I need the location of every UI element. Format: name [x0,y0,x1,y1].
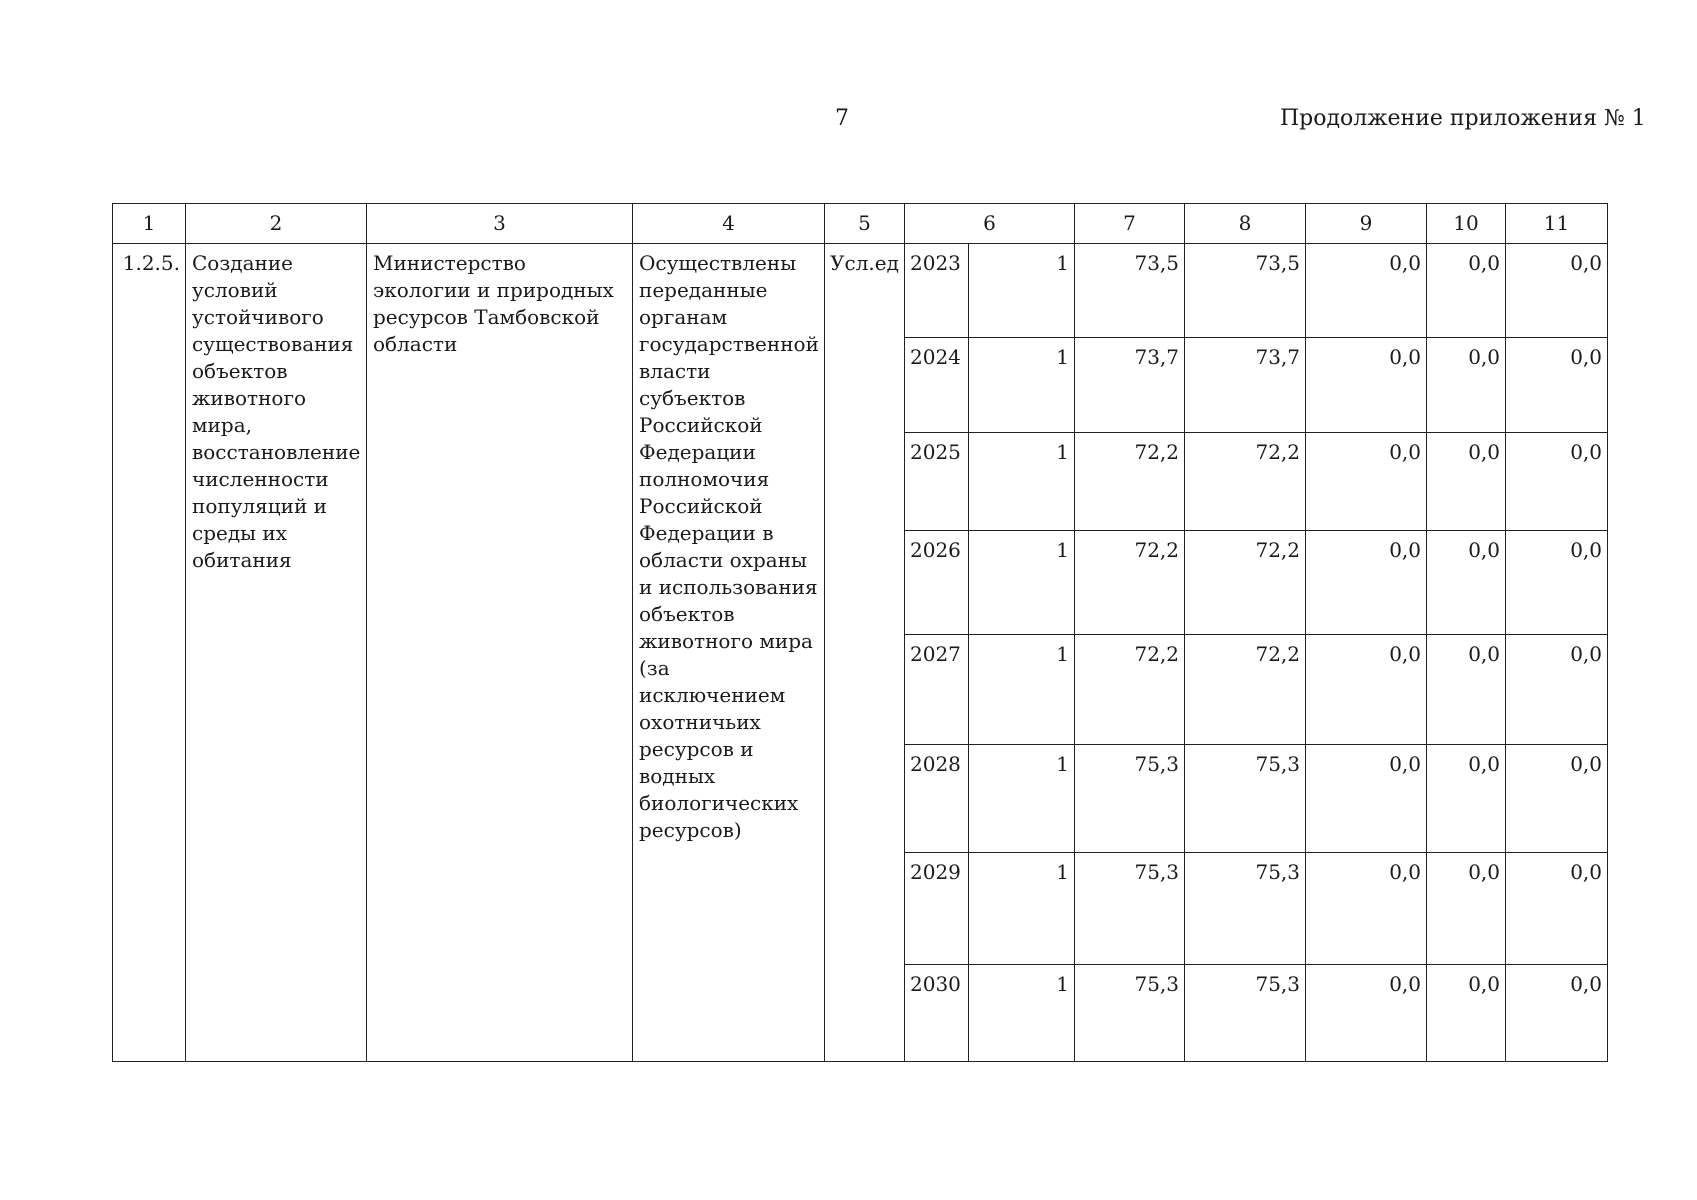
value-cell: 75,3 [1185,853,1306,965]
year-cell: 2023 [905,244,969,338]
value-cell: 0,0 [1306,433,1427,531]
value-cell: 75,3 [1185,965,1306,1062]
value-cell: 72,2 [1075,433,1185,531]
value-cell: 0,0 [1506,635,1608,745]
value-cell: 0,0 [1427,745,1506,853]
page-number: 7 [835,106,849,131]
year-cell: 2029 [905,853,969,965]
item-executor: Министерство экологии и природных ресурсов Тамбовской области [367,244,633,1062]
year-cell: 2025 [905,433,969,531]
table-row [113,244,1608,338]
value-cell: 73,5 [1185,244,1306,338]
year-cell: 2027 [905,635,969,745]
value-cell: 0,0 [1306,531,1427,635]
value-cell: 1 [969,853,1075,965]
value-cell: 1 [969,531,1075,635]
value-cell: 0,0 [1506,433,1608,531]
year-cell: 2024 [905,338,969,433]
value-cell: 73,7 [1185,338,1306,433]
value-cell: 1 [969,965,1075,1062]
value-cell: 72,2 [1185,635,1306,745]
value-cell: 0,0 [1306,853,1427,965]
value-cell: 0,0 [1427,965,1506,1062]
value-cell: 72,2 [1075,531,1185,635]
value-cell: 0,0 [1306,635,1427,745]
item-unit: Усл.ед [825,244,905,1062]
year-cell: 2028 [905,745,969,853]
column-number-row [113,204,1608,244]
column-number: 1 [113,204,186,244]
column-number: 11 [1506,204,1608,244]
year-cell: 2026 [905,531,969,635]
item-number: 1.2.5. [113,244,186,1062]
value-cell: 0,0 [1306,244,1427,338]
value-cell: 75,3 [1075,853,1185,965]
column-number: 5 [825,204,905,244]
value-cell: 0,0 [1427,433,1506,531]
value-cell: 0,0 [1427,635,1506,745]
column-number: 3 [367,204,633,244]
value-cell: 1 [969,244,1075,338]
year-cell: 2030 [905,965,969,1062]
value-cell: 1 [969,635,1075,745]
value-cell: 72,2 [1185,531,1306,635]
value-cell: 0,0 [1306,338,1427,433]
column-number: 10 [1427,204,1506,244]
value-cell: 73,7 [1075,338,1185,433]
column-number: 6 [905,204,1075,244]
value-cell: 0,0 [1506,745,1608,853]
value-cell: 1 [969,745,1075,853]
value-cell: 1 [969,338,1075,433]
column-number: 9 [1306,204,1427,244]
column-number: 8 [1185,204,1306,244]
item-name: Создание условий устойчивого существования объектов животного мира, восстановление численности популяций и среды их обитания [186,244,367,1062]
value-cell: 0,0 [1306,965,1427,1062]
value-cell: 0,0 [1506,338,1608,433]
value-cell: 0,0 [1427,338,1506,433]
value-cell: 0,0 [1427,244,1506,338]
value-cell: 0,0 [1427,531,1506,635]
value-cell: 0,0 [1506,965,1608,1062]
value-cell: 0,0 [1506,244,1608,338]
value-cell: 0,0 [1506,853,1608,965]
value-cell: 73,5 [1075,244,1185,338]
value-cell: 75,3 [1075,965,1185,1062]
value-cell: 75,3 [1185,745,1306,853]
item-indicator: Осуществлены переданные органам государственной власти субъектов Российской Федерации полномочия Российской Федерации в области охраны и использования объектов животного мира (за исключением охотничьих ресурсов и водных биологических ресурсов) [633,244,825,1062]
appendix-continuation-label: Продолжение приложения № 1 [1280,106,1646,131]
column-number: 2 [186,204,367,244]
value-cell: 0,0 [1306,745,1427,853]
column-number: 4 [633,204,825,244]
appendix-table [112,203,1608,1062]
value-cell: 72,2 [1185,433,1306,531]
value-cell: 0,0 [1506,531,1608,635]
value-cell: 0,0 [1427,853,1506,965]
column-number: 7 [1075,204,1185,244]
value-cell: 75,3 [1075,745,1185,853]
value-cell: 72,2 [1075,635,1185,745]
value-cell: 1 [969,433,1075,531]
